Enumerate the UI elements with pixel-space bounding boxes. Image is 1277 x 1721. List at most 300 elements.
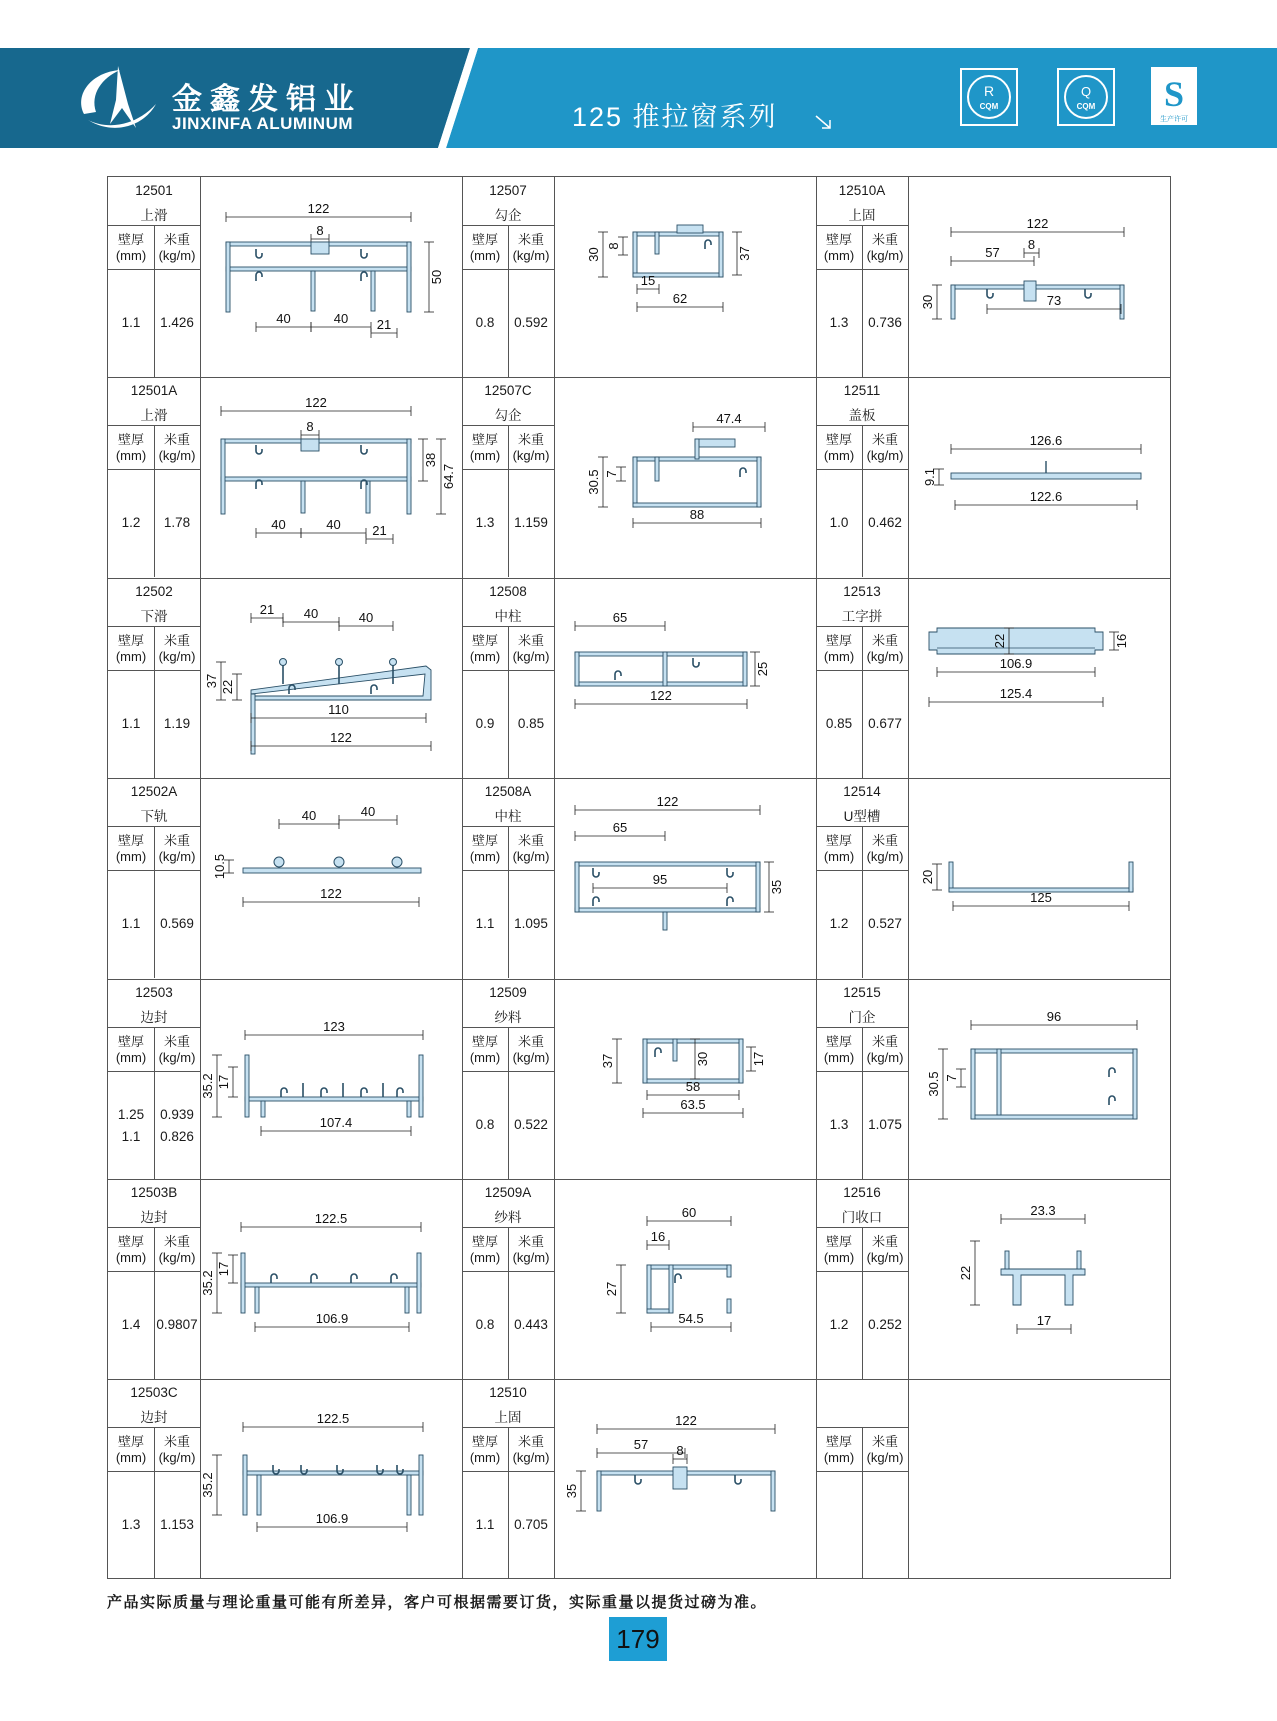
dimension-label: 8 xyxy=(606,242,621,250)
weight-header xyxy=(508,432,554,464)
wall-thickness-value: 1.2 xyxy=(829,1317,849,1332)
meter-weight-value: 0.826 xyxy=(160,1129,194,1144)
profile-name: 上固 xyxy=(494,1410,522,1425)
profile-drawing xyxy=(555,778,816,978)
profile-name: 纱料 xyxy=(494,1210,522,1225)
thickness-label: 壁厚 xyxy=(117,1234,144,1249)
thickness-unit: (mm) xyxy=(115,1450,147,1465)
dimension-label: 40 xyxy=(326,517,341,532)
profile-drawing xyxy=(909,1379,1170,1579)
thickness-unit: (mm) xyxy=(823,248,855,263)
thickness-header xyxy=(462,833,508,865)
dimension-label: 106.9 xyxy=(315,1311,349,1326)
wall-thickness-value: 1.1 xyxy=(475,916,495,931)
cert-badge-qs xyxy=(1150,66,1198,131)
thickness-unit: (mm) xyxy=(469,1050,501,1065)
weight-label: 米重 xyxy=(871,1034,898,1049)
thickness-unit: (mm) xyxy=(469,448,501,463)
meter-weight-value: 0.939 xyxy=(160,1107,194,1122)
thickness-label: 壁厚 xyxy=(471,232,498,247)
brand-name-cn: 金鑫发铝业 xyxy=(172,83,362,116)
weight-header xyxy=(508,1034,554,1066)
profile-drawing xyxy=(555,1179,816,1379)
profile-name: 边封 xyxy=(140,1410,168,1425)
wall-thickness-value: 0.85 xyxy=(825,716,853,731)
weight-unit: (kg/m) xyxy=(158,1250,196,1265)
thickness-header xyxy=(108,1234,154,1266)
weight-unit: (kg/m) xyxy=(158,448,196,463)
dimension-label: 8 xyxy=(316,223,324,238)
thickness-header xyxy=(108,1434,154,1466)
thickness-label: 壁厚 xyxy=(471,1234,498,1249)
profile-code: 12516 xyxy=(843,1185,881,1200)
profile-drawing xyxy=(201,377,462,577)
dimension-label: 122 xyxy=(307,201,330,216)
thickness-label: 壁厚 xyxy=(825,232,852,247)
dimension-label: 30 xyxy=(695,1051,710,1067)
thickness-header xyxy=(462,1234,508,1266)
dimension-label: 40 xyxy=(276,311,291,326)
profile-code: 12501A xyxy=(130,383,178,398)
weight-label: 米重 xyxy=(871,633,898,648)
profile-section-svg xyxy=(909,177,1171,377)
wall-thickness-value: 0.8 xyxy=(475,1117,495,1132)
profile-code: 12515 xyxy=(843,985,881,1000)
page-header xyxy=(0,48,1277,148)
dimension-label: 35.2 xyxy=(201,1472,215,1498)
thickness-header xyxy=(816,432,862,464)
weight-label: 米重 xyxy=(163,1034,190,1049)
thickness-header xyxy=(108,432,154,464)
thickness-label: 壁厚 xyxy=(471,1034,498,1049)
weight-label: 米重 xyxy=(517,1034,544,1049)
weight-header xyxy=(154,633,200,665)
weight-label: 米重 xyxy=(517,833,544,848)
dimension-label: 95 xyxy=(652,872,668,887)
weight-unit: (kg/m) xyxy=(158,849,196,864)
thickness-unit: (mm) xyxy=(823,1050,855,1065)
profile-drawing xyxy=(909,177,1170,377)
thickness-label: 壁厚 xyxy=(117,232,144,247)
weight-unit: (kg/m) xyxy=(512,1450,550,1465)
weight-header xyxy=(508,232,554,264)
profile-drawing xyxy=(909,778,1170,978)
dimension-label: 122.5 xyxy=(316,1411,350,1426)
thickness-header xyxy=(108,232,154,264)
dimension-label: 35.2 xyxy=(201,1270,215,1296)
profile-code: 12503 xyxy=(135,985,173,1000)
thickness-unit: (mm) xyxy=(469,1250,501,1265)
dimension-label: 125 xyxy=(1030,890,1052,905)
profile-drawing xyxy=(555,377,816,577)
profile-code: 12509A xyxy=(484,1185,532,1200)
dimension-label: 25 xyxy=(755,661,770,677)
dimension-label: 9.1 xyxy=(922,467,937,487)
profile-name: 中柱 xyxy=(494,609,522,624)
profile-section-svg xyxy=(201,578,463,778)
weight-header xyxy=(862,1234,908,1266)
weight-unit: (kg/m) xyxy=(158,649,196,664)
footer-note: 产品实际质量与理论重量可能有所差异，客户可根据需要订货，实际重量以提货过磅为准。 xyxy=(107,1594,768,1611)
meter-weight-value: 0.736 xyxy=(868,315,902,330)
thickness-unit: (mm) xyxy=(115,849,147,864)
profile-section-svg xyxy=(201,177,463,377)
profile-section-svg xyxy=(555,177,817,377)
profile-code: 12502 xyxy=(135,584,173,599)
weight-label: 米重 xyxy=(871,1434,898,1449)
profile-section-svg xyxy=(201,1179,463,1379)
meter-weight-value: 0.592 xyxy=(514,315,548,330)
weight-header xyxy=(862,1034,908,1066)
dimension-label: 107.4 xyxy=(319,1115,353,1130)
cert-badge-label: 生产许可 xyxy=(1160,116,1188,123)
wall-thickness-value: 1.1 xyxy=(121,916,141,931)
weight-unit: (kg/m) xyxy=(866,448,904,463)
weight-header xyxy=(862,833,908,865)
dimension-label: 122 xyxy=(305,395,327,410)
weight-unit: (kg/m) xyxy=(512,1250,550,1265)
weight-unit: (kg/m) xyxy=(866,1050,904,1065)
dimension-label: 30 xyxy=(920,294,935,310)
wall-thickness-value: 1.3 xyxy=(121,1517,141,1532)
weight-label: 米重 xyxy=(517,232,544,247)
profile-name: 上滑 xyxy=(140,208,168,223)
thickness-label: 壁厚 xyxy=(825,633,852,648)
weight-unit: (kg/m) xyxy=(512,1050,550,1065)
profile-drawing xyxy=(201,1379,462,1579)
profile-code: 12508A xyxy=(484,784,532,799)
dimension-label: 40 xyxy=(360,804,376,819)
dimension-label: 63.5 xyxy=(680,1097,706,1112)
profile-section-svg xyxy=(555,578,817,778)
series-title: 125 推拉窗系列 xyxy=(572,102,778,132)
profile-code: 12502A xyxy=(130,784,178,799)
profile-name: 上固 xyxy=(848,208,876,223)
weight-label: 米重 xyxy=(871,1234,898,1249)
profile-section-svg xyxy=(555,979,817,1179)
thickness-label: 壁厚 xyxy=(117,432,144,447)
thickness-unit: (mm) xyxy=(115,448,147,463)
thickness-header xyxy=(462,633,508,665)
weight-label: 米重 xyxy=(163,1434,190,1449)
dimension-label: 40 xyxy=(358,610,374,625)
svg-text:Q: Q xyxy=(1080,84,1092,99)
profile-drawing xyxy=(201,578,462,778)
dimension-label: 21 xyxy=(259,602,275,617)
meter-weight-value: 0.443 xyxy=(514,1317,548,1332)
weight-label: 米重 xyxy=(871,232,898,247)
dimension-label: 122 xyxy=(656,794,679,809)
dimension-label: 22 xyxy=(992,633,1007,649)
dimension-label: 35 xyxy=(769,879,784,895)
profile-name: 纱料 xyxy=(494,1010,522,1025)
meter-weight-value: 1.426 xyxy=(160,315,194,330)
profile-name: 下滑 xyxy=(140,609,168,624)
dimension-label: 37 xyxy=(737,246,752,261)
thickness-label: 壁厚 xyxy=(117,1434,144,1449)
dimension-label: 64.7 xyxy=(441,463,456,490)
dimension-label: 50 xyxy=(429,269,444,285)
dimension-label: 96 xyxy=(1046,1009,1062,1024)
weight-unit: (kg/m) xyxy=(866,849,904,864)
dimension-label: 30.5 xyxy=(926,1071,941,1097)
dimension-label: 122.5 xyxy=(314,1211,348,1226)
thickness-label: 壁厚 xyxy=(825,1434,852,1449)
profile-drawing xyxy=(909,979,1170,1179)
cert-badge-cqm-q xyxy=(1057,68,1115,131)
profile-name: 勾企 xyxy=(494,408,522,423)
weight-unit: (kg/m) xyxy=(158,1450,196,1465)
thickness-header xyxy=(462,232,508,264)
profile-code: 12510 xyxy=(489,1385,527,1400)
profile-name: 下轨 xyxy=(140,809,168,824)
dimension-label: 65 xyxy=(612,610,628,625)
dimension-label: 65 xyxy=(612,820,628,835)
dimension-label: 123 xyxy=(323,1019,345,1034)
profile-drawing xyxy=(201,177,462,377)
weight-label: 米重 xyxy=(517,633,544,648)
dimension-label: 8 xyxy=(1027,237,1036,252)
dimension-label: 125.4 xyxy=(999,686,1033,701)
brand-name-en: JINXINFA ALUMINUM xyxy=(172,114,354,133)
profile-section-svg xyxy=(909,778,1171,978)
cert-badge-cqm xyxy=(960,68,1018,131)
thickness-label: 壁厚 xyxy=(471,633,498,648)
weight-label: 米重 xyxy=(871,833,898,848)
wall-thickness-value: 0.8 xyxy=(475,315,495,330)
profile-drawing xyxy=(555,578,816,778)
wall-thickness-value: 1.3 xyxy=(829,315,849,330)
thickness-header xyxy=(108,833,154,865)
profile-section-svg xyxy=(909,1179,1171,1379)
profile-code: 12513 xyxy=(843,584,881,599)
wall-thickness-value: 1.1 xyxy=(121,716,141,731)
dimension-label: 15 xyxy=(640,273,656,288)
weight-header xyxy=(862,1434,908,1466)
dimension-label: 122 xyxy=(675,1413,697,1428)
dimension-label: 38 xyxy=(423,452,438,468)
thickness-unit: (mm) xyxy=(823,1450,855,1465)
thickness-label: 壁厚 xyxy=(471,432,498,447)
dimension-label: 35.2 xyxy=(201,1073,215,1099)
dimension-label: 106.9 xyxy=(999,656,1033,671)
profile-section-svg xyxy=(201,1379,463,1579)
dimension-label: 40 xyxy=(301,808,317,823)
dimension-label: 37 xyxy=(204,673,219,689)
profile-section-svg xyxy=(201,979,463,1179)
page-number: 179 xyxy=(609,1617,667,1661)
profile-section-svg xyxy=(909,1379,1171,1579)
profile-name: 边封 xyxy=(140,1210,168,1225)
dimension-label: 30 xyxy=(586,247,601,262)
thickness-header xyxy=(108,1034,154,1066)
thickness-label: 壁厚 xyxy=(825,833,852,848)
wall-thickness-value: 1.1 xyxy=(121,1129,141,1144)
weight-header xyxy=(154,1434,200,1466)
weight-label: 米重 xyxy=(871,432,898,447)
dimension-label: 16 xyxy=(1114,633,1129,649)
weight-header xyxy=(508,833,554,865)
meter-weight-value: 0.569 xyxy=(160,916,194,931)
thickness-unit: (mm) xyxy=(469,649,501,664)
dimension-label: 110 xyxy=(328,702,349,717)
dimension-label: 35 xyxy=(564,1483,579,1499)
dimension-label: 17 xyxy=(1036,1313,1052,1328)
profile-drawing xyxy=(201,778,462,978)
profile-section-svg xyxy=(909,578,1171,778)
thickness-label: 壁厚 xyxy=(471,1434,498,1449)
meter-weight-value: 1.159 xyxy=(514,515,548,530)
thickness-unit: (mm) xyxy=(823,649,855,664)
dimension-label: 10.5 xyxy=(212,853,227,880)
thickness-header xyxy=(816,232,862,264)
thickness-label: 壁厚 xyxy=(117,1034,144,1049)
dimension-label: 122 xyxy=(1026,216,1049,231)
dimension-label: 57 xyxy=(633,1437,649,1452)
dimension-label: 8 xyxy=(306,419,314,434)
profile-name: 盖板 xyxy=(848,408,876,423)
weight-label: 米重 xyxy=(163,833,190,848)
dimension-label: 122 xyxy=(330,730,352,745)
weight-unit: (kg/m) xyxy=(866,649,904,664)
thickness-label: 壁厚 xyxy=(825,1234,852,1249)
thickness-label: 壁厚 xyxy=(471,833,498,848)
profile-code: 12510A xyxy=(838,183,886,198)
profile-section-svg xyxy=(909,979,1171,1179)
wall-thickness-value: 0.9 xyxy=(475,716,495,731)
wall-thickness-value: 1.2 xyxy=(121,515,141,530)
weight-header xyxy=(154,1234,200,1266)
dimension-label: 17 xyxy=(751,1051,766,1067)
cert-badge-label: CQM xyxy=(979,102,999,111)
profile-code: 12501 xyxy=(135,183,173,198)
weight-label: 米重 xyxy=(163,432,190,447)
thickness-unit: (mm) xyxy=(469,248,501,263)
dimension-label: 54.5 xyxy=(678,1311,704,1326)
profile-code: 12503C xyxy=(130,1385,178,1400)
weight-header xyxy=(862,432,908,464)
dimension-label: 17 xyxy=(216,1074,231,1090)
svg-text:R: R xyxy=(983,83,995,99)
weight-unit: (kg/m) xyxy=(158,248,196,263)
meter-weight-value: 1.075 xyxy=(868,1117,902,1132)
dimension-label: 27 xyxy=(604,1281,619,1297)
thickness-unit: (mm) xyxy=(823,1250,855,1265)
profile-name: 上滑 xyxy=(140,408,168,423)
weight-unit: (kg/m) xyxy=(512,849,550,864)
dimension-label: 126.6 xyxy=(1029,433,1063,448)
thickness-header xyxy=(816,633,862,665)
profile-drawing xyxy=(201,1179,462,1379)
profile-code: 12509 xyxy=(489,985,527,1000)
wall-thickness-value: 1.25 xyxy=(117,1107,145,1122)
weight-header xyxy=(154,833,200,865)
meter-weight-value: 0.527 xyxy=(868,916,902,931)
thickness-header xyxy=(816,1034,862,1066)
meter-weight-value: 0.677 xyxy=(868,716,902,731)
profile-name: 门企 xyxy=(848,1010,876,1025)
profile-code: 12511 xyxy=(843,383,881,398)
dimension-label: 20 xyxy=(920,869,935,885)
weight-header xyxy=(508,1234,554,1266)
dimension-label: 21 xyxy=(376,317,392,332)
wall-thickness-value: 1.1 xyxy=(475,1517,495,1532)
meter-weight-value: 1.19 xyxy=(163,716,191,731)
dimension-label: 60 xyxy=(681,1205,697,1220)
thickness-unit: (mm) xyxy=(115,1250,147,1265)
dimension-label: 106.9 xyxy=(315,1511,349,1526)
profile-name: 门收口 xyxy=(841,1210,883,1225)
dimension-label: 88 xyxy=(689,507,705,522)
dimension-label: 62 xyxy=(672,291,688,306)
weight-unit: (kg/m) xyxy=(512,649,550,664)
profile-section-svg xyxy=(555,377,817,577)
thickness-label: 壁厚 xyxy=(825,432,852,447)
meter-weight-value: 0.705 xyxy=(514,1517,548,1532)
dimension-label: 16 xyxy=(650,1229,666,1244)
profile-drawing xyxy=(909,578,1170,778)
weight-header xyxy=(862,633,908,665)
profile-drawing xyxy=(555,979,816,1179)
thickness-unit: (mm) xyxy=(469,849,501,864)
profile-name: U型槽 xyxy=(843,809,881,824)
weight-unit: (kg/m) xyxy=(512,448,550,463)
thickness-unit: (mm) xyxy=(115,248,147,263)
weight-header xyxy=(154,232,200,264)
profile-name: 工字拼 xyxy=(841,609,883,624)
profile-name: 勾企 xyxy=(494,208,522,223)
wall-thickness-value: 1.0 xyxy=(829,515,849,530)
weight-header xyxy=(508,1434,554,1466)
profile-table xyxy=(107,176,1171,1579)
thickness-header xyxy=(108,633,154,665)
profile-section-svg xyxy=(555,778,817,978)
dimension-label: 37 xyxy=(600,1053,615,1069)
dimension-label: 58 xyxy=(685,1079,701,1094)
profile-name: 边封 xyxy=(140,1010,168,1025)
thickness-label: 壁厚 xyxy=(825,1034,852,1049)
meter-weight-value: 0.522 xyxy=(514,1117,548,1132)
profile-drawing xyxy=(201,979,462,1179)
dimension-label: 30.5 xyxy=(586,469,601,495)
profile-section-svg xyxy=(201,778,463,978)
thickness-unit: (mm) xyxy=(115,649,147,664)
profile-section-svg xyxy=(201,377,463,577)
dimension-label: 22 xyxy=(958,1265,973,1281)
meter-weight-value: 1.095 xyxy=(514,916,548,931)
cert-badge-label: CQM xyxy=(1076,102,1096,111)
dimension-label: 47.4 xyxy=(716,411,742,426)
weight-unit: (kg/m) xyxy=(158,1050,196,1065)
svg-text:S: S xyxy=(1163,74,1185,114)
thickness-unit: (mm) xyxy=(115,1050,147,1065)
thickness-header xyxy=(816,833,862,865)
weight-label: 米重 xyxy=(163,633,190,648)
profile-code: 12508 xyxy=(489,584,527,599)
meter-weight-value: 0.9807 xyxy=(156,1317,198,1332)
profile-code: 12503B xyxy=(130,1185,178,1200)
dimension-label: 17 xyxy=(216,1261,231,1277)
wall-thickness-value: 1.3 xyxy=(475,515,495,530)
meter-weight-value: 1.153 xyxy=(160,1517,194,1532)
dimension-label: 122 xyxy=(650,688,672,703)
weight-unit: (kg/m) xyxy=(512,248,550,263)
weight-label: 米重 xyxy=(517,1234,544,1249)
meter-weight-value: 0.85 xyxy=(517,716,545,731)
weight-label: 米重 xyxy=(517,1434,544,1449)
thickness-unit: (mm) xyxy=(823,448,855,463)
thickness-label: 壁厚 xyxy=(117,633,144,648)
